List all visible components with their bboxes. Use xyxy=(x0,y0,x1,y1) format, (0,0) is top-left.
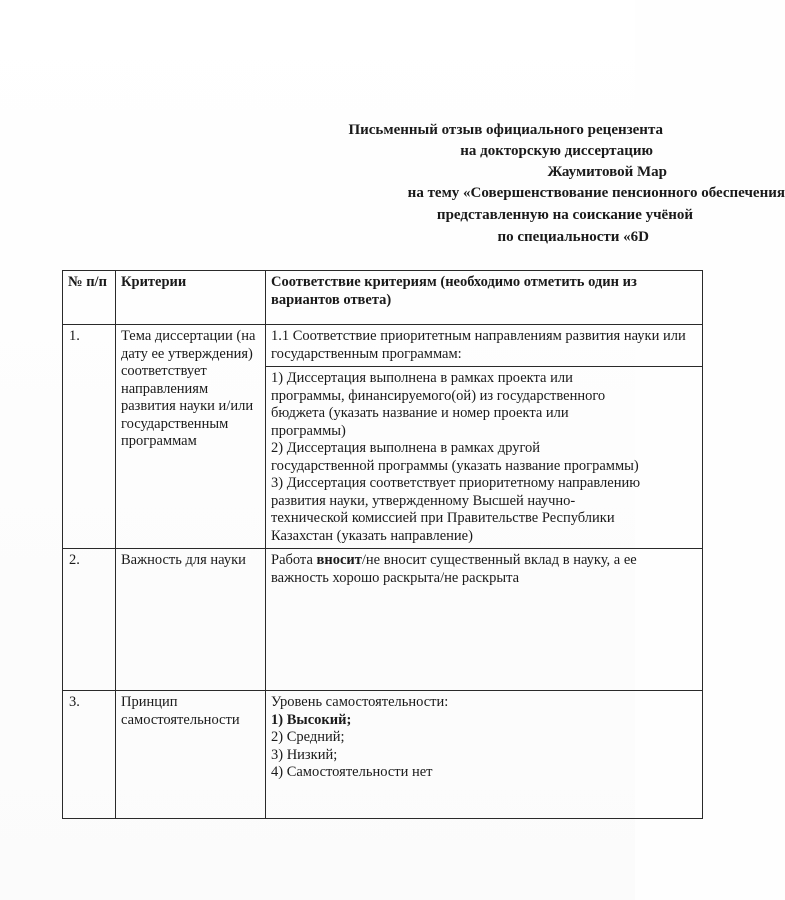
header-author: Жаумитовой Мар xyxy=(547,164,667,180)
header-degree: представленную на соискание учёной xyxy=(436,207,693,223)
row-criterion xyxy=(116,691,266,819)
level-option: 2) Средний; xyxy=(271,729,345,745)
row-number: 2. xyxy=(63,549,116,691)
col-header-compliance: Соответствие критериям (необходимо отметить один из вариантов ответа) xyxy=(266,271,703,325)
option-line: 3) Диссертация соответствует приоритетному направлению xyxy=(271,475,641,491)
option-line: программы) xyxy=(271,422,346,439)
row-compliance xyxy=(266,549,703,691)
table-row xyxy=(63,691,703,819)
importance-line-1 xyxy=(271,552,697,570)
row-criterion: Тема диссертации (на дату ее утверждения) соответствует направлениям развития науки и/или государственным программам xyxy=(116,325,266,549)
row-compliance xyxy=(266,691,703,819)
col-header-number: № п/п xyxy=(63,271,116,325)
row-number: 3. xyxy=(63,691,116,819)
option-line: Казахстан (указать направление) xyxy=(271,527,473,544)
option-line: бюджета (указать название и номер проекта или xyxy=(271,405,569,421)
option-line: государственной программы (указать название программы) xyxy=(271,457,639,474)
level-title: Уровень самостоятельности: xyxy=(271,694,449,710)
option-line: технической комиссией при Правительстве Республики xyxy=(271,510,615,526)
option-line: программы, финансируемого(ой) из государственного xyxy=(271,387,606,404)
header-subtitle: на докторскую диссертацию xyxy=(460,143,653,159)
importance-text-before: Работа xyxy=(271,552,317,568)
row-number: 1. xyxy=(63,325,116,549)
header-title: Письменный отзыв официального рецензента xyxy=(348,122,663,138)
criterion-line: Принцип xyxy=(121,694,178,710)
row-criterion: Важность для науки xyxy=(116,549,266,691)
table-row xyxy=(63,549,703,691)
criterion-line: самостоятельности xyxy=(121,711,240,728)
option-line: 2) Диссертация выполнена в рамках другой xyxy=(271,440,541,456)
importance-selected: вносит xyxy=(316,552,362,568)
table-row xyxy=(63,325,703,549)
document-header xyxy=(0,0,785,270)
row-compliance xyxy=(266,325,703,549)
col-header-criteria: Критерии xyxy=(116,271,266,325)
header-specialty: по специальности «6D xyxy=(497,229,649,245)
level-option: 3) Низкий; xyxy=(271,746,338,763)
header-topic: на тему «Совершенствование пенсионного обеспечения xyxy=(407,185,785,201)
importance-text-after: /не вносит существенный вклад в науку, а ее xyxy=(361,552,637,568)
importance-line-2: важность хорошо раскрыта/не раскрыта xyxy=(271,569,520,586)
option-line: 1) Диссертация выполнена в рамках проекта или xyxy=(271,370,573,386)
sub-heading: 1.1 Соответствие приоритетным направлениям развития науки или государственным программам: xyxy=(266,325,702,367)
level-option: 4) Самостоятельности нет xyxy=(271,764,433,780)
level-option-selected: 1) Высокий; xyxy=(271,711,352,728)
option-line: развития науки, утвержденному Высшей научно- xyxy=(271,492,576,509)
table-header-row xyxy=(63,271,703,325)
criteria-table xyxy=(62,270,703,819)
